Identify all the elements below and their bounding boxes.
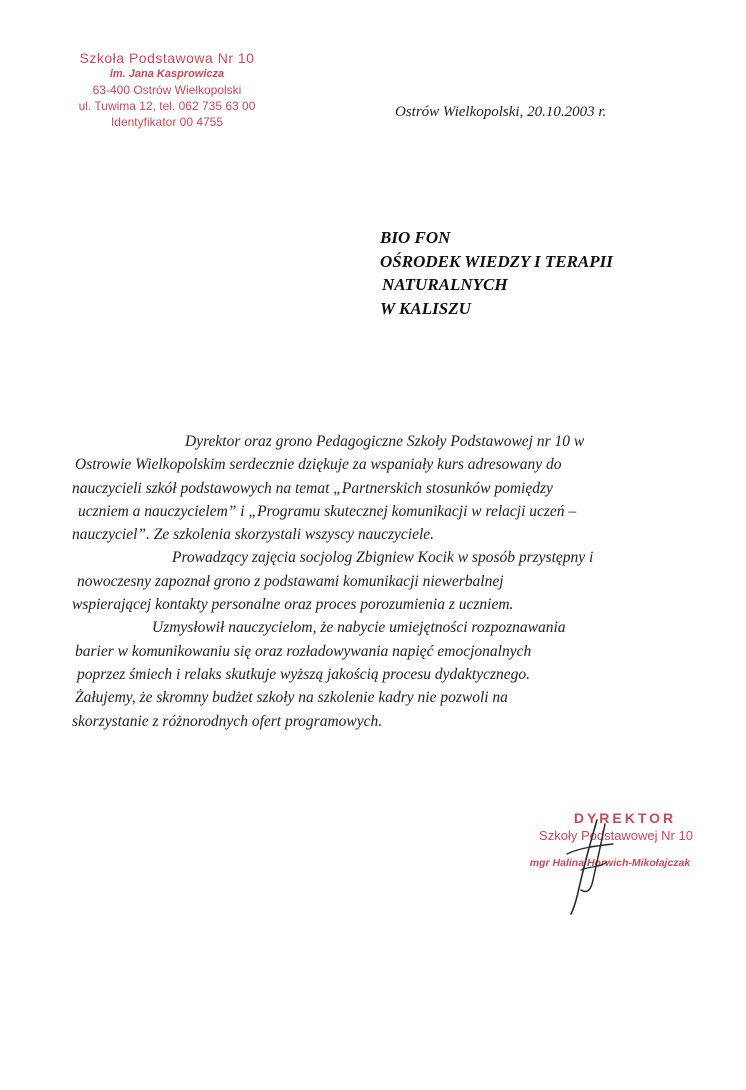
stamp-identifier: Identyfikator 00 4755 <box>110 115 224 129</box>
body-line: wspierającej kontakty personalne oraz proces porozumienia z uczniem. <box>72 596 514 614</box>
stamp-address: ul. Tuwima 12, tel. 062 735 63 00 <box>78 99 256 113</box>
body-line: nauczycieli szkół podstawowych na temat „Partnerskich stosunków pomiędzy <box>72 479 553 497</box>
body-line: Żałujemy, że skromny budżet szkoły na szkolenie kadry nie pozwoli na <box>75 689 508 707</box>
body-line: Prowadzący zajęcia socjolog Zbigniew Kocik w sposób przystępny i <box>172 549 594 567</box>
body-line: nowoczesny zapoznał grono z podstawami komunikacji niewerbalnej <box>77 572 504 590</box>
stamp-director-school: Szkoły Podstawowej Nr 10 <box>539 828 693 843</box>
school-header-stamp <box>52 50 282 130</box>
body-line: skorzystanie z różnorodnych ofert programowych. <box>72 712 383 730</box>
place-and-date: Ostrów Wielkopolski, 20.10.2003 r. <box>395 104 607 120</box>
body-line: Uzmysłowił nauczycielom, że nabycie umiejętności rozpoznawania <box>152 619 566 637</box>
body-line: uczniem a nauczycielem” i „Programu skutecznej komunikacji w relacji uczeń – <box>78 502 577 520</box>
recipient-line: W KALISZU <box>380 298 471 318</box>
stamp-school-name: Szkoła Podstawowa Nr 10 <box>79 50 255 66</box>
recipient-line: OŚRODEK WIEDZY I TERAPII <box>380 251 613 271</box>
body-line: Ostrowie Wielkopolskim serdecznie dziękuje za wspaniały kurs adresowany do <box>75 456 562 474</box>
recipient-line: NATURALNYCH <box>382 275 508 294</box>
stamp-patron: im. Jana Kasprowicza <box>109 68 225 80</box>
stamp-director-name: mgr Halina Horwich-Mikołajczak <box>529 857 691 869</box>
body-line: nauczyciel”. Ze szkolenia skorzystali wszyscy nauczyciele. <box>72 526 435 544</box>
stamp-director-title: DYREKTOR <box>573 810 677 826</box>
body-line: Dyrektor oraz grono Pedagogiczne Szkoły Podstawowej nr 10 w <box>185 433 585 450</box>
recipient-line: BIO FON <box>380 228 451 247</box>
stamp-postal: 63-400 Ostrów Wielkopolski <box>92 83 242 97</box>
body-line: poprzez śmiech i relaks skutkuje wyższą jakością procesu dydaktycznego. <box>77 665 530 683</box>
body-line: barier w komunikowaniu się oraz rozładowywania napięć emocjonalnych <box>75 642 532 660</box>
recipient-block <box>380 226 613 320</box>
letter-body <box>72 430 712 733</box>
handwritten-signature <box>555 810 625 920</box>
